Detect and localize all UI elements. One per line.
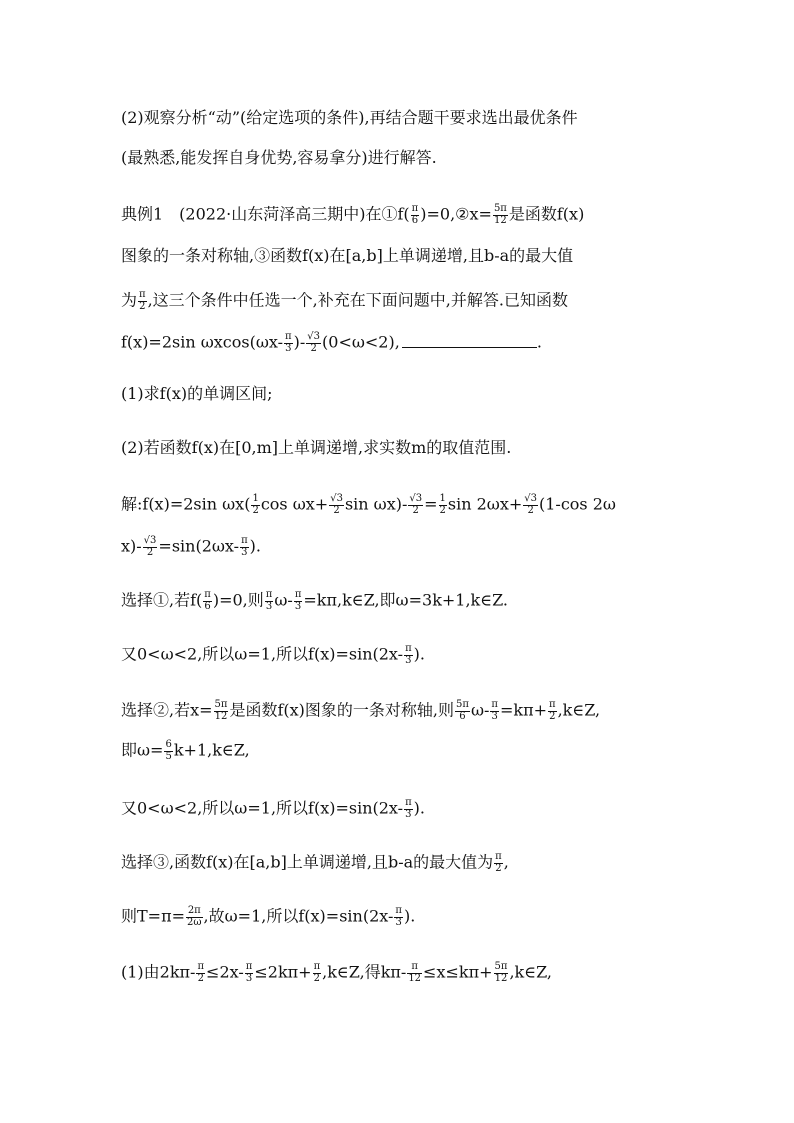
fraction-pi-3: $\frac{\pi}{3}$ — [395, 905, 402, 928]
fraction-sqrt3-2: $\frac{√3}{2}$ — [307, 331, 321, 354]
fraction-5pi-6: $\frac{5\pi}{6}$ — [456, 699, 469, 722]
text: =sin(2ωx- — [158, 536, 240, 556]
text: =0,则 — [219, 590, 264, 610]
line-part1-solution — [121, 962, 552, 984]
fraction-5pi-12: $\frac{5\pi}{12}$ — [493, 203, 507, 226]
text: ≤2kπ+ — [254, 962, 312, 982]
text: ). — [249, 536, 261, 556]
fraction-1-2: $\frac{1}{2}$ — [252, 493, 259, 516]
fraction-sqrt3-2: $\frac{√3}{2}$ — [143, 535, 157, 558]
fraction-sqrt3-2: $\frac{√3}{2}$ — [330, 493, 343, 516]
text: ,k∈Z, — [509, 962, 552, 982]
line-question-1 — [121, 386, 273, 402]
fraction-pi-2: $\frac{\pi}{2}$ — [197, 961, 205, 984]
line-condition-3 — [121, 248, 573, 264]
text: ). — [413, 644, 425, 664]
text: (0<ω<2), — [322, 332, 400, 352]
text: 为 — [121, 290, 138, 310]
line-choice-3-result — [121, 906, 415, 928]
text: , — [503, 852, 509, 872]
text: ,故ω=1,所以f(x)=sin(2x- — [203, 906, 394, 926]
text: 典例1 (2022·山东菏泽高三期中)在①f — [121, 204, 404, 224]
text: ω- — [470, 700, 490, 720]
line-question-2 — [121, 440, 511, 456]
fraction-6-5: $\frac{6}{5}$ — [165, 739, 172, 762]
text: ≤2x- — [206, 962, 244, 982]
text: x)- — [121, 536, 142, 556]
fraction-pi-2: $\frac{\pi}{2}$ — [495, 851, 502, 874]
fraction-5pi-12: $\frac{5\pi}{12}$ — [214, 699, 228, 722]
text: 又0<ω<2,所以ω=1,所以f(x)=sin(2x- — [121, 798, 404, 818]
text: =kπ,k∈Z,即ω=3k+1,k∈Z. — [303, 590, 509, 610]
fraction-5pi-12: $\frac{5\pi}{12}$ — [494, 961, 508, 984]
text: (1)求f(x)的单调区间; — [121, 384, 273, 403]
line-choice-3 — [121, 852, 509, 874]
text: (最熟悉,能发挥自身优势,容易拿分)进行解答. — [121, 148, 437, 167]
line-function-def — [121, 332, 542, 354]
fraction-pi-12: $\frac{\pi}{12}$ — [408, 961, 422, 984]
fraction-pi-3: $\frac{\pi}{3}$ — [294, 589, 302, 612]
text: 是函数f(x)图象的一条对称轴,则 — [229, 700, 454, 720]
text: =kπ+ — [499, 700, 547, 720]
line-hint-1 — [121, 110, 578, 126]
text: k+1,k∈Z, — [173, 740, 250, 760]
text: )- — [293, 332, 306, 352]
fraction-pi-2: $\frac{\pi}{2}$ — [139, 289, 146, 312]
text: . — [536, 332, 542, 352]
text: (2)若函数f(x)在[0,m]上单调递增,求实数m的取值范围. — [121, 438, 512, 457]
text: ). — [403, 906, 416, 926]
text: ,k∈Z,得kπ- — [322, 962, 407, 982]
fraction-pi-2: $\frac{\pi}{2}$ — [549, 699, 556, 722]
text: f(x)=2sin ωxcos(ωx- — [121, 332, 284, 352]
text: ω- — [274, 590, 293, 610]
fraction-pi-6: $\frac{\pi}{6}$ — [204, 589, 211, 612]
text: ≤x≤kπ+ — [423, 962, 493, 982]
fraction-pi-3: $\frac{\pi}{3}$ — [245, 961, 253, 984]
fraction-pi-3: $\frac{\pi}{3}$ — [285, 331, 292, 354]
line-choice-1: 选择①,若f( $\frac{\pi}{6}$ )=0,则 $\frac{\pi}{3}$ ω- $\frac{\pi}{3}$ =kπ,k∈Z,即ω=3k+1,k∈Z. — [121, 589, 509, 612]
text: 选择①,若f — [121, 590, 197, 610]
fraction-pi-3: $\frac{\pi}{3}$ — [241, 535, 248, 558]
fraction-pi-2: $\frac{\pi}{2}$ — [313, 961, 321, 984]
line-choice-2 — [121, 700, 600, 722]
fraction-1-2: $\frac{1}{2}$ — [439, 493, 446, 516]
line-choose-one — [121, 290, 568, 312]
line-hint-2 — [121, 150, 437, 166]
fraction-pi-6: $\frac{\pi}{6}$ — [411, 203, 419, 226]
line-solution-1 — [121, 494, 616, 516]
text: (2)观察分析“动”(给定选项的条件),再结合题干要求选出最优条件 — [121, 108, 578, 127]
text: ). — [413, 798, 425, 818]
text: 则T=π= — [121, 906, 186, 926]
text: 解:f(x)=2sin ωx( — [121, 494, 251, 514]
line-choice-1-result — [121, 644, 425, 666]
line-solution-2 — [121, 536, 261, 558]
text: sin ωx)- — [344, 494, 408, 514]
fraction-pi-3: $\frac{\pi}{3}$ — [491, 699, 498, 722]
text: 又0<ω<2,所以ω=1,所以f(x)=sin(2x- — [121, 644, 404, 664]
text: = — [424, 494, 438, 514]
text: 选择②,若x= — [121, 700, 213, 720]
fraction-pi-3: $\frac{\pi}{3}$ — [405, 643, 412, 666]
text: ,k∈Z, — [557, 700, 601, 720]
text: 图象的一条对称轴,③函数f(x)在[a,b]上单调递增,且b-a的最大值 — [121, 246, 574, 265]
text: (1)由2kπ- — [121, 962, 196, 982]
fraction-sqrt3-2: $\frac{√3}{2}$ — [524, 493, 537, 516]
line-example-title: 典例1 (2022·山东菏泽高三期中)在①f( $\frac{\pi}{6}$ )=0,②x= $\frac{5\pi}{12}$ 是函数f(x) — [121, 203, 585, 226]
fraction-pi-3: $\frac{\pi}{3}$ — [405, 797, 412, 820]
fraction-2pi-2omega: $\frac{2\pi}{2\omega}$ — [187, 905, 202, 928]
text: ,这三个条件中任选一个,补充在下面问题中,并解答.已知函数 — [147, 290, 568, 310]
text: 是函数f(x) — [508, 204, 585, 224]
line-choice-2-result — [121, 798, 425, 820]
text: 即ω= — [121, 740, 164, 760]
fraction-sqrt3-2: $\frac{√3}{2}$ — [409, 493, 423, 516]
text: cos ωx+ — [260, 494, 329, 514]
line-choice-2-omega — [121, 740, 250, 762]
text: sin 2ωx+ — [447, 494, 523, 514]
text: 选择③,函数f(x)在[a,b]上单调递增,且b-a的最大值为 — [121, 852, 494, 872]
text: (1-cos 2ω — [539, 494, 616, 514]
answer-blank — [402, 335, 537, 348]
fraction-pi-3: $\frac{\pi}{3}$ — [265, 589, 273, 612]
text: =0,②x= — [426, 204, 492, 224]
